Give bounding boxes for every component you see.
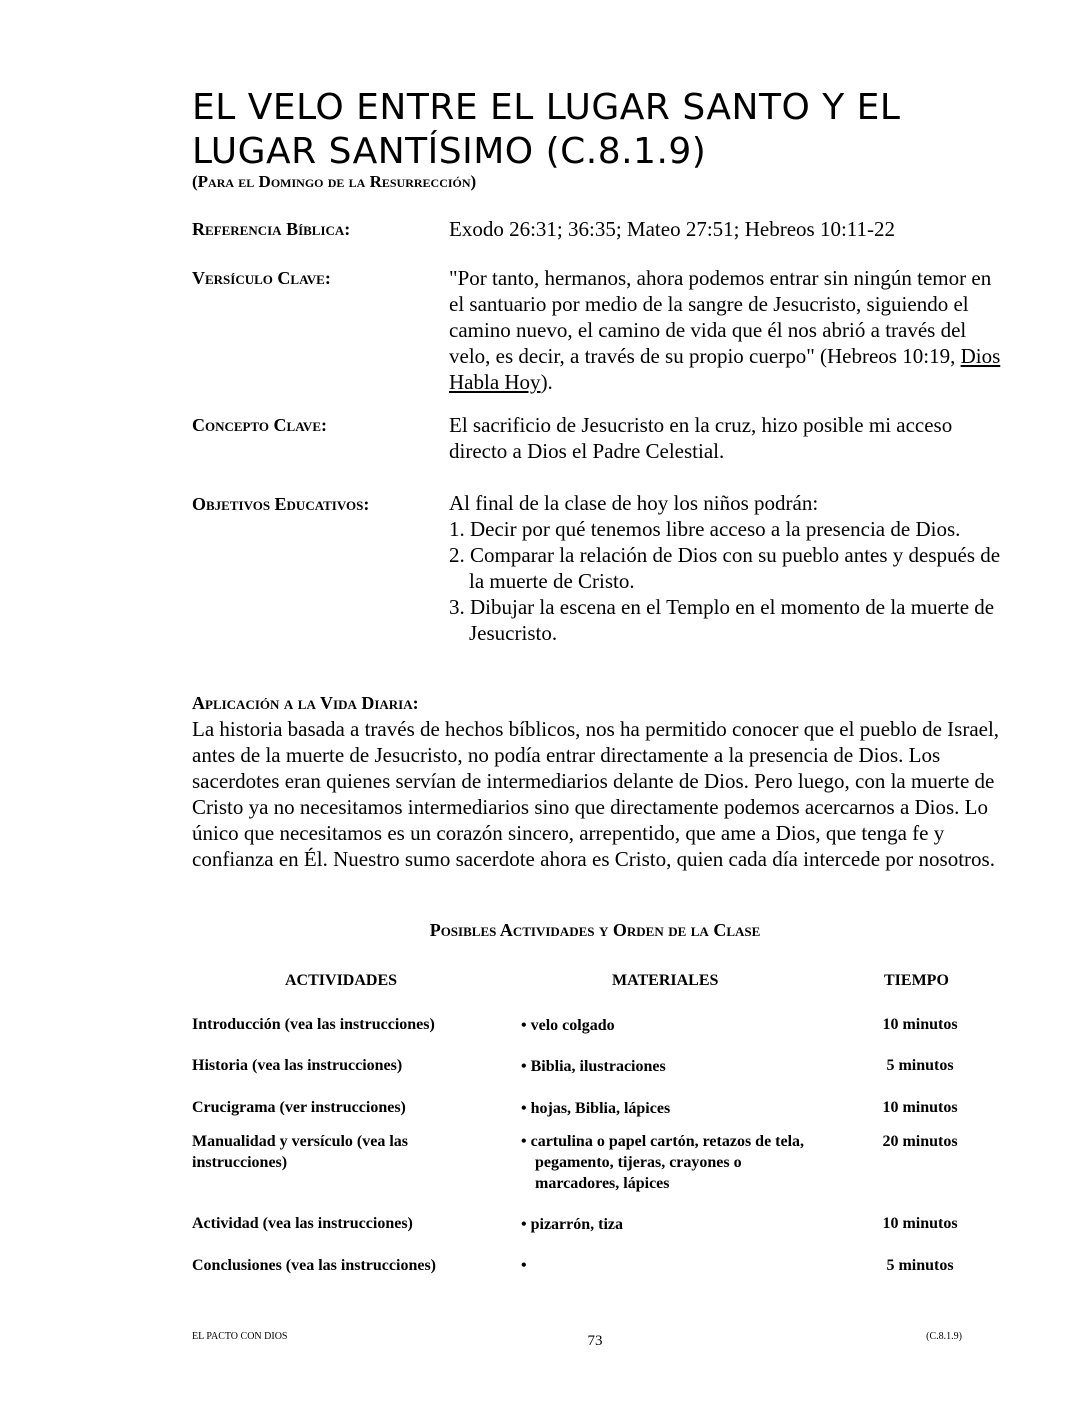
table-row-actividad: Manualidad y versículo (vea las instrucciones) [192, 1133, 409, 1171]
table-row-materiales: • pizarrón, tiza [521, 1216, 624, 1233]
table-row-materiales: • Biblia, ilustraciones [521, 1058, 666, 1075]
objetivo-item: 1. Decir por qué tenemos libre acceso a la presencia de Dios. [449, 517, 961, 541]
col-header-actividades: ACTIVIDADES [285, 972, 398, 989]
table-row-tiempo: 10 minutos [882, 1215, 958, 1232]
table-row-tiempo: 5 minutos [886, 1257, 954, 1274]
aplicacion-text: La historia basada a través de hechos bíblicos, nos ha permitido conocer que el pueblo de Israel, antes de la muerte de Jesucristo, no podía entrar directamente a la presencia de Dios. Los sacerdotes eran quienes servían de intermediarios delante de Dios. Pero luego, con la muerte de Cristo ya no necesitamos intermediarios sino que directamente podemos acercarnos a Dios. Lo único que necesitamos es un corazón sincero, arrepentido, que ame a Dios, que tenga fe y confianza en Él. Nuestro sumo sacerdote ahora es Cristo, quien cada día intercede por nosotros. [192, 717, 1000, 871]
table-row-actividad: Actividad (vea las instrucciones) [192, 1215, 413, 1232]
table-row-materiales: • cartulina o papel cartón, retazos de tela, pegamento, tijeras, crayones o marcadores, lápices [521, 1133, 805, 1192]
referencia-label: Referencia Bíblica: [192, 219, 351, 239]
versiculo-source: Dios Habla Hoy [449, 344, 1001, 394]
objetivo-item: 2. Comparar la relación de Dios con su pueblo antes y después de la muerte de Cristo. [449, 543, 1001, 593]
versiculo-text: "Por tanto, hermanos, ahora podemos entrar sin ningún temor en el santuario por medio de la sangre de Jesucristo, siguiendo el camino nuevo, el camino de vida que él nos abrió a través del velo, es decir, a través de su propio cuerpo" (Hebreos 10:19, [449, 266, 992, 368]
table-row-tiempo: 10 minutos [882, 1099, 958, 1116]
table-row-actividad: Historia (vea las instrucciones) [192, 1057, 403, 1074]
objetivos-label: Objetivos Educativos: [192, 494, 370, 514]
referencia-value: Exodo 26:31; 36:35; Mateo 27:51; Hebreos 10:11-22 [449, 217, 896, 241]
table-row-actividad: Crucigrama (ver instrucciones) [192, 1099, 406, 1116]
table-row-tiempo: 5 minutos [886, 1057, 954, 1074]
footer-lesson-code: (C.8.1.9) [926, 1331, 962, 1342]
versiculo-tail: ). [540, 370, 553, 394]
table-row-tiempo: 20 minutos [882, 1133, 958, 1150]
table-row-actividad: Introducción (vea las instrucciones) [192, 1016, 435, 1033]
versiculo-label: Versículo Clave: [192, 268, 331, 288]
footer-book-title: EL PACTO CON DIOS [192, 1331, 288, 1342]
page-title: EL VELO ENTRE EL LUGAR SANTO Y EL LUGAR SANTÍSIMO (C.8.1.9) [192, 87, 901, 172]
table-row-materiales: • velo colgado [521, 1017, 615, 1034]
table-row-materiales: • [521, 1257, 527, 1274]
table-row-actividad: Conclusiones (vea las instrucciones) [192, 1257, 436, 1274]
versiculo-value [449, 265, 1009, 395]
col-header-tiempo: TIEMPO [884, 972, 949, 989]
col-header-materiales: MATERIALES [612, 972, 719, 989]
objetivo-item: 3. Dibujar la escena en el Templo en el momento de la muerte de Jesucristo. [449, 595, 995, 645]
table-row-materiales: • hojas, Biblia, lápices [521, 1100, 671, 1117]
table-title: Posibles Actividades y Orden de la Clase [429, 920, 761, 940]
concepto-label: Concepto Clave: [192, 415, 327, 435]
objetivos-list [449, 516, 1009, 646]
objetivos-intro: Al final de la clase de hoy los niños podrán: [449, 491, 819, 515]
page-number: 73 [587, 1333, 603, 1349]
page-subtitle: (Para el Domingo de la Resurrección) [192, 172, 477, 191]
aplicacion-label: Aplicación a la Vida Diaria: [192, 693, 419, 713]
table-row-tiempo: 10 minutos [882, 1016, 958, 1033]
concepto-value: El sacrificio de Jesucristo en la cruz, hizo posible mi acceso directo a Dios el Padre Celestial. [449, 413, 953, 463]
